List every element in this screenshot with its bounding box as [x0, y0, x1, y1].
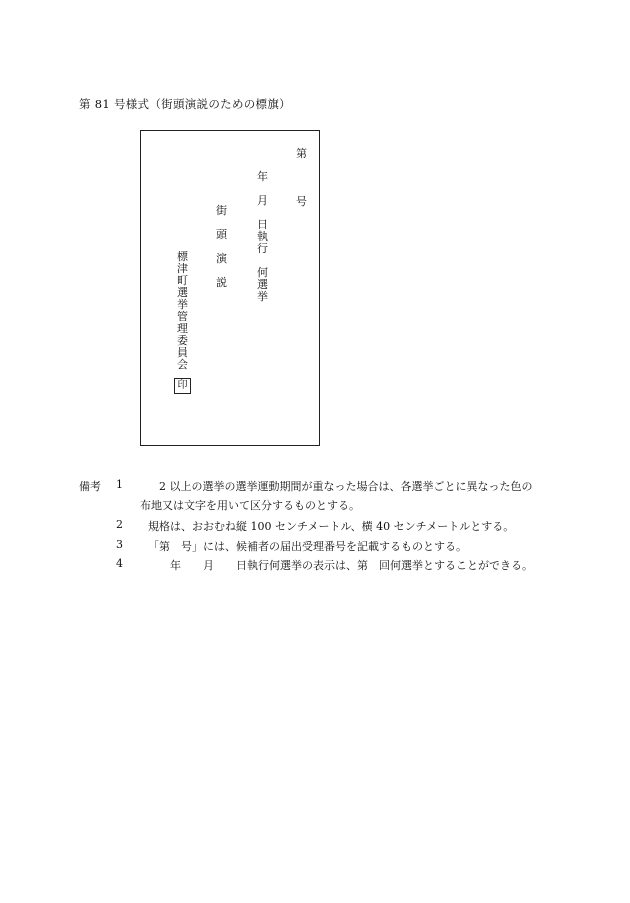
vertical-char: 街	[216, 204, 227, 217]
vertical-char: 標	[177, 250, 188, 263]
note-number: 1	[116, 478, 123, 491]
vertical-char: 選	[257, 278, 268, 291]
vertical-char: 町	[177, 274, 188, 287]
note-number: 2	[116, 518, 123, 531]
note-text-line: 「第 号」には、候補者の届出受理番号を記載するものとする。	[148, 540, 467, 553]
vertical-char: 津	[177, 262, 188, 275]
vertical-char: 挙	[177, 298, 188, 311]
seal-mark: 印	[174, 378, 191, 394]
vertical-char: 管	[177, 310, 188, 323]
vertical-char: 説	[216, 276, 227, 289]
vertical-char: 員	[177, 346, 188, 359]
form-title: 第 81 号様式（街頭演説のための標旗）	[79, 97, 291, 111]
vertical-char: 委	[177, 334, 188, 347]
note-text-line: 布地又は文字を用いて区分するものとする。	[140, 499, 360, 512]
vertical-char: 執	[257, 230, 268, 243]
vertical-char: 第	[296, 147, 307, 160]
flag-election-date-column	[257, 171, 268, 303]
note-text-line: 2 以上の選挙の選挙運動期間が重なった場合は、各選挙ごとに異なった色の	[148, 480, 533, 493]
vertical-char: 年	[257, 170, 268, 183]
note-text-line: 規格は、おおむね縦 100 センチメートル、横 40 センチメートルとする。	[148, 520, 515, 533]
vertical-char: 頭	[216, 228, 227, 241]
notes-heading: 備考	[79, 480, 101, 493]
vertical-char: 行	[257, 242, 268, 255]
vertical-char: 演	[216, 252, 227, 265]
vertical-char: 号	[296, 195, 307, 208]
vertical-char: 何	[257, 266, 268, 279]
vertical-char: 理	[177, 322, 188, 335]
vertical-char: 日	[257, 218, 268, 231]
flag-number-column	[296, 148, 307, 208]
flag-issuer-column	[177, 251, 188, 371]
street-speech-flag-frame	[140, 130, 320, 446]
note-number: 3	[116, 538, 123, 551]
vertical-char: 月	[257, 194, 268, 207]
vertical-char: 選	[177, 286, 188, 299]
vertical-char: 挙	[257, 290, 268, 303]
note-number: 4	[116, 557, 123, 570]
note-text-line: 年 月 日執行何選挙の表示は、第 回何選挙とすることができる。	[148, 559, 533, 572]
vertical-char: 会	[177, 358, 188, 371]
flag-main-text-column	[216, 205, 227, 289]
